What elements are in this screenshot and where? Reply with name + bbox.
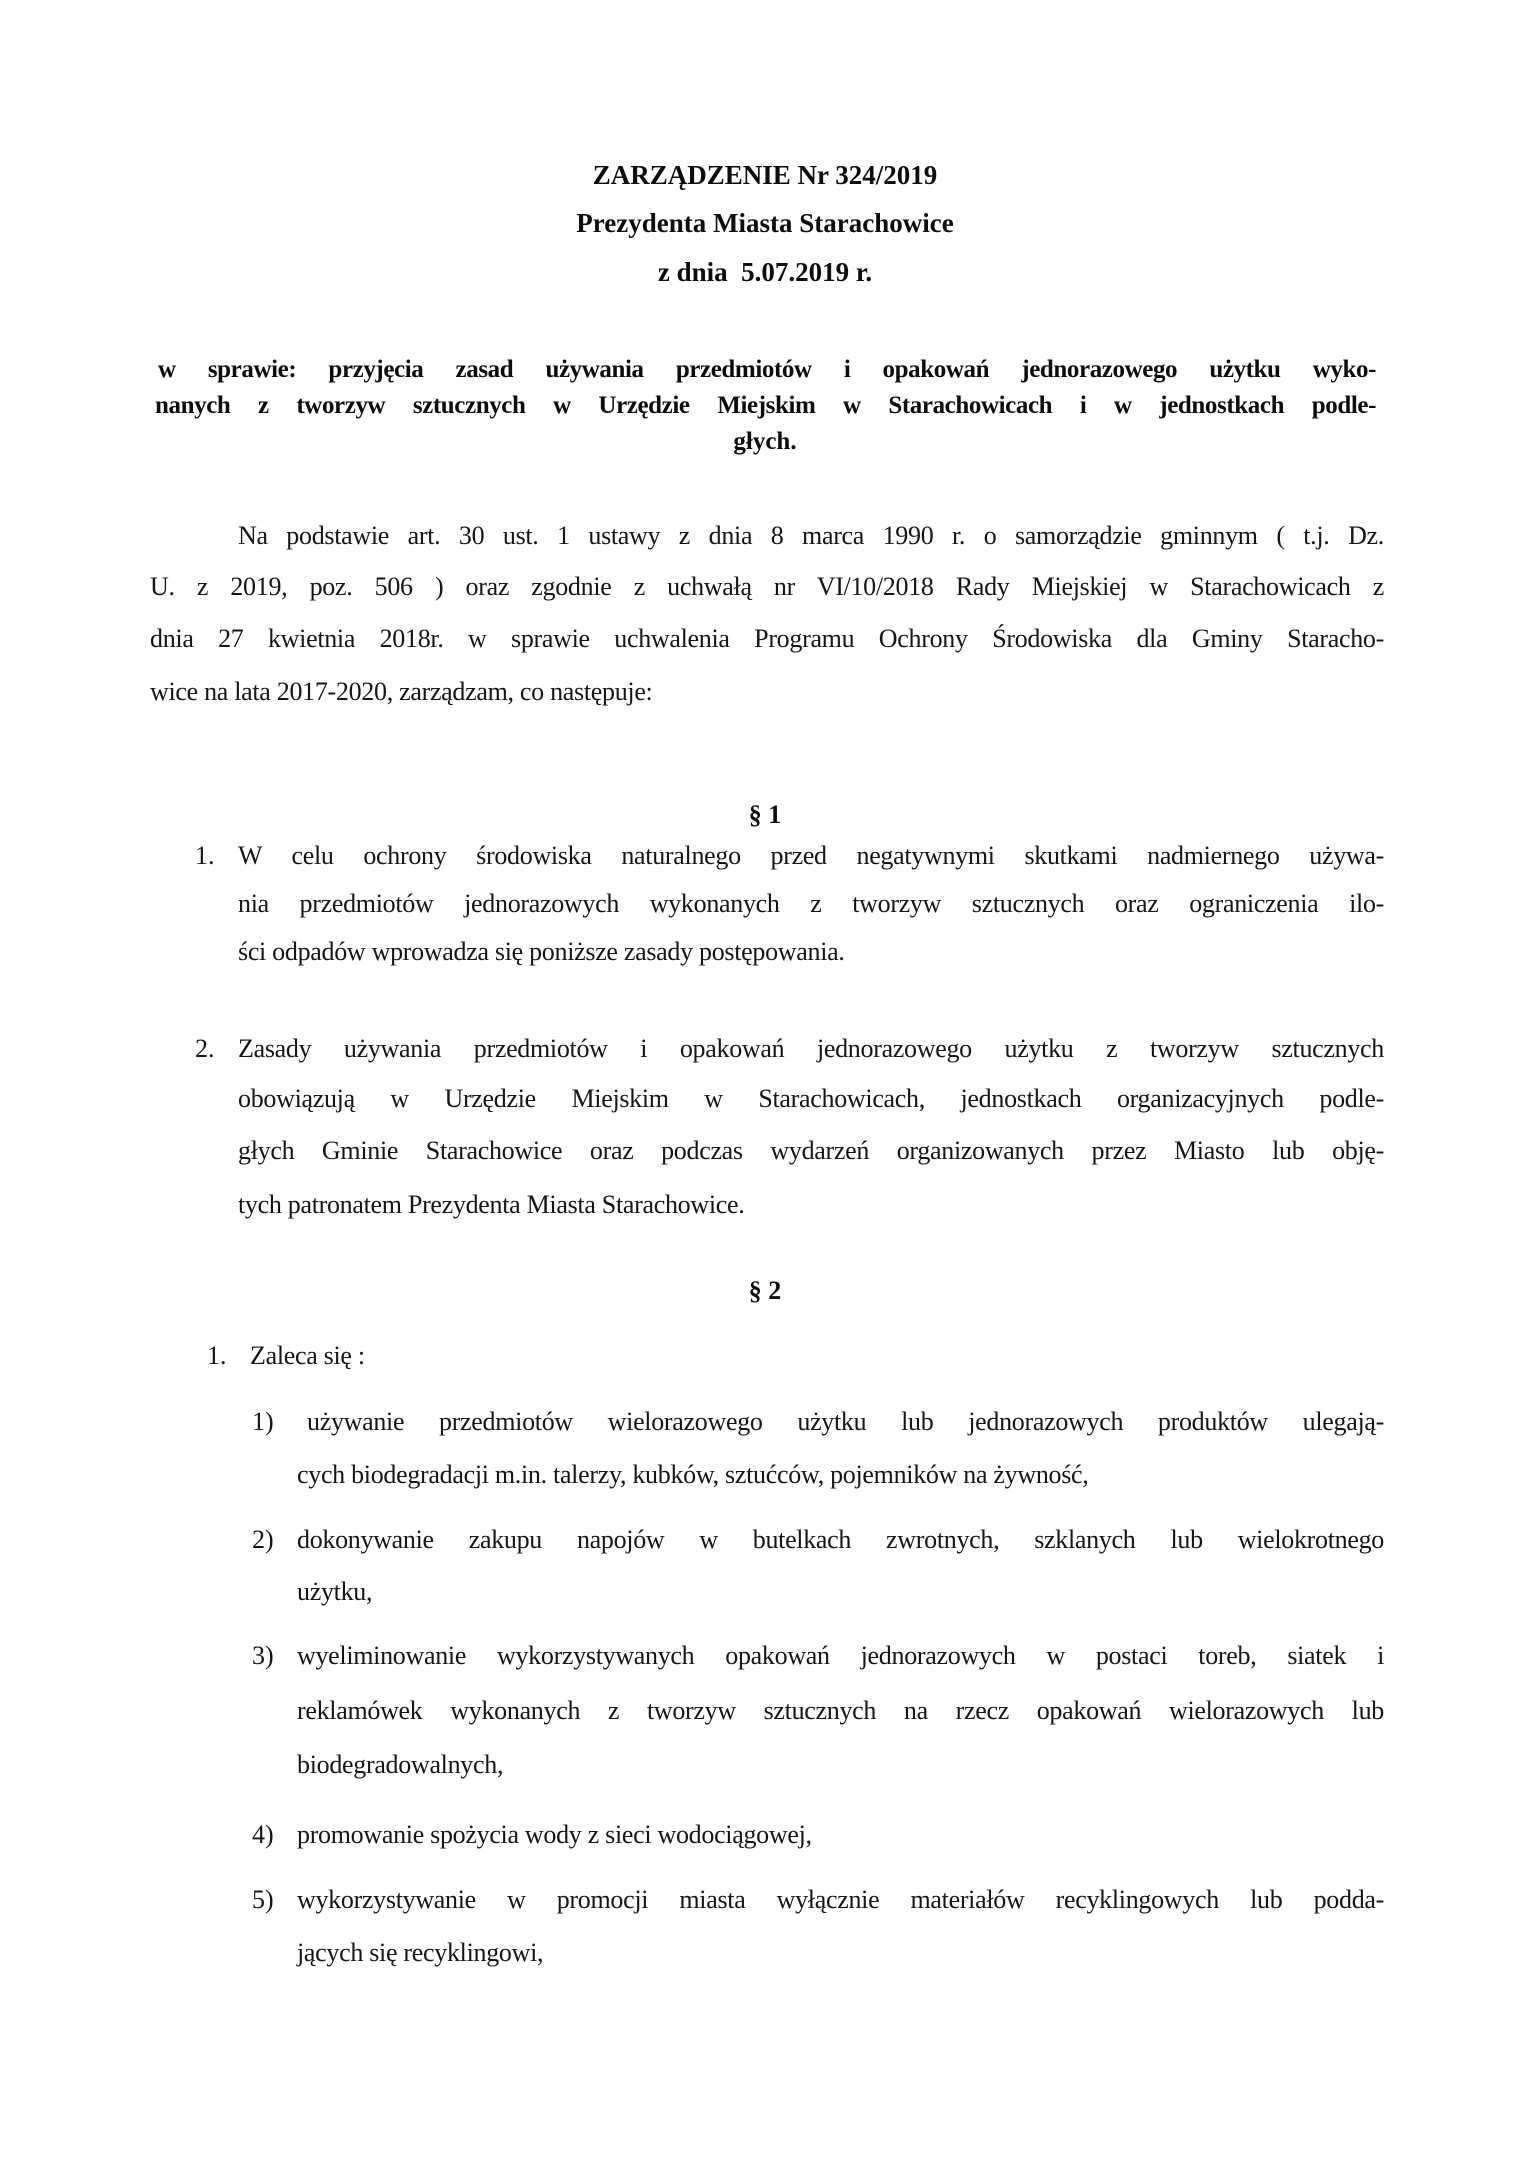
item-line: głych Gminie Starachowice oraz podczas wydarzeń organizowanych przez Miasto lub obję- xyxy=(238,1136,1384,1165)
document-issuer: Prezydenta Miasta Starachowice xyxy=(576,208,954,238)
item-number: 2. xyxy=(195,1034,215,1063)
subitem-line: biodegradowalnych, xyxy=(297,1750,504,1779)
subitem-line: reklamówek wykonanych z tworzyw sztucznych na rzecz opakowań wielorazowych lub xyxy=(297,1696,1384,1725)
subitem-line: cych biodegradacji m.in. talerzy, kubków, sztućców, pojemników na żywność, xyxy=(297,1460,1089,1489)
subitem-number: 2) xyxy=(252,1525,274,1554)
subitem-line: promowanie spożycia wody z sieci wodociągowej, xyxy=(297,1820,812,1849)
item-line: ści odpadów wprowadza się poniższe zasady postępowania. xyxy=(238,937,845,966)
item-line: Zasady używania przedmiotów i opakowań jednorazowego użytku z tworzyw sztucznych xyxy=(238,1034,1384,1063)
item-line: tych patronatem Prezydenta Miasta Starachowice. xyxy=(238,1190,745,1219)
document-title: ZARZĄDZENIE Nr 324/2019 xyxy=(592,160,938,190)
subject-line: nanych z tworzyw sztucznych w Urzędzie Miejskim w Starachowicach i w jednostkach podle- xyxy=(155,392,1376,419)
subitem-line: dokonywanie zakupu napojów w butelkach zwrotnych, szklanych lub wielokrotnego xyxy=(297,1525,1384,1554)
subitem-number: 3) xyxy=(252,1641,274,1670)
subitem-line: wykorzystywanie w promocji miasta wyłącznie materiałów recyklingowych lub podda- xyxy=(297,1885,1384,1914)
item-line: nia przedmiotów jednorazowych wykonanych z tworzyw sztucznych oraz ograniczenia ilo- xyxy=(238,889,1384,918)
subitem-line: używanie przedmiotów wielorazowego użytku lub jednorazowych produktów ulegają- xyxy=(307,1407,1384,1436)
subitem-number: 1) xyxy=(252,1407,274,1436)
item-number: 1. xyxy=(207,1341,227,1370)
item-line: W celu ochrony środowiska naturalnego przed negatywnymi skutkami nadmiernego używa- xyxy=(238,841,1384,870)
section-heading-1: § 1 xyxy=(748,800,782,829)
preamble-line: Na podstawie art. 30 ust. 1 ustawy z dnia 8 marca 1990 r. o samorządzie gminnym ( t.j. Dz. xyxy=(238,521,1384,550)
subitem-line: wyeliminowanie wykorzystywanych opakowań jednorazowych w postaci toreb, siatek i xyxy=(297,1641,1384,1670)
subitem-number: 4) xyxy=(252,1820,274,1849)
section-heading-2: § 2 xyxy=(748,1276,782,1305)
item-line: obowiązują w Urzędzie Miejskim w Starachowicach, jednostkach organizacyjnych podle- xyxy=(238,1084,1384,1113)
document-date: z dnia 5.07.2019 r. xyxy=(657,257,873,287)
preamble-line: dnia 27 kwietnia 2018r. w sprawie uchwalenia Programu Ochrony Środowiska dla Gminy Staracho- xyxy=(150,624,1384,653)
subject-line: głych. xyxy=(733,428,797,455)
subitem-number: 5) xyxy=(252,1885,274,1914)
subitem-line: jących się recyklingowi, xyxy=(297,1938,544,1967)
preamble-line: wice na lata 2017-2020, zarządzam, co następuje: xyxy=(150,677,653,706)
item-number: 1. xyxy=(195,841,215,870)
item-line: Zaleca się : xyxy=(250,1341,365,1370)
subject-line: w sprawie: przyjęcia zasad używania przedmiotów i opakowań jednorazowego użytku wyko- xyxy=(158,356,1376,383)
subitem-line: użytku, xyxy=(297,1577,373,1606)
preamble-line: U. z 2019, poz. 506 ) oraz zgodnie z uchwałą nr VI/10/2018 Rady Miejskiej w Starachowicach z xyxy=(150,572,1384,601)
